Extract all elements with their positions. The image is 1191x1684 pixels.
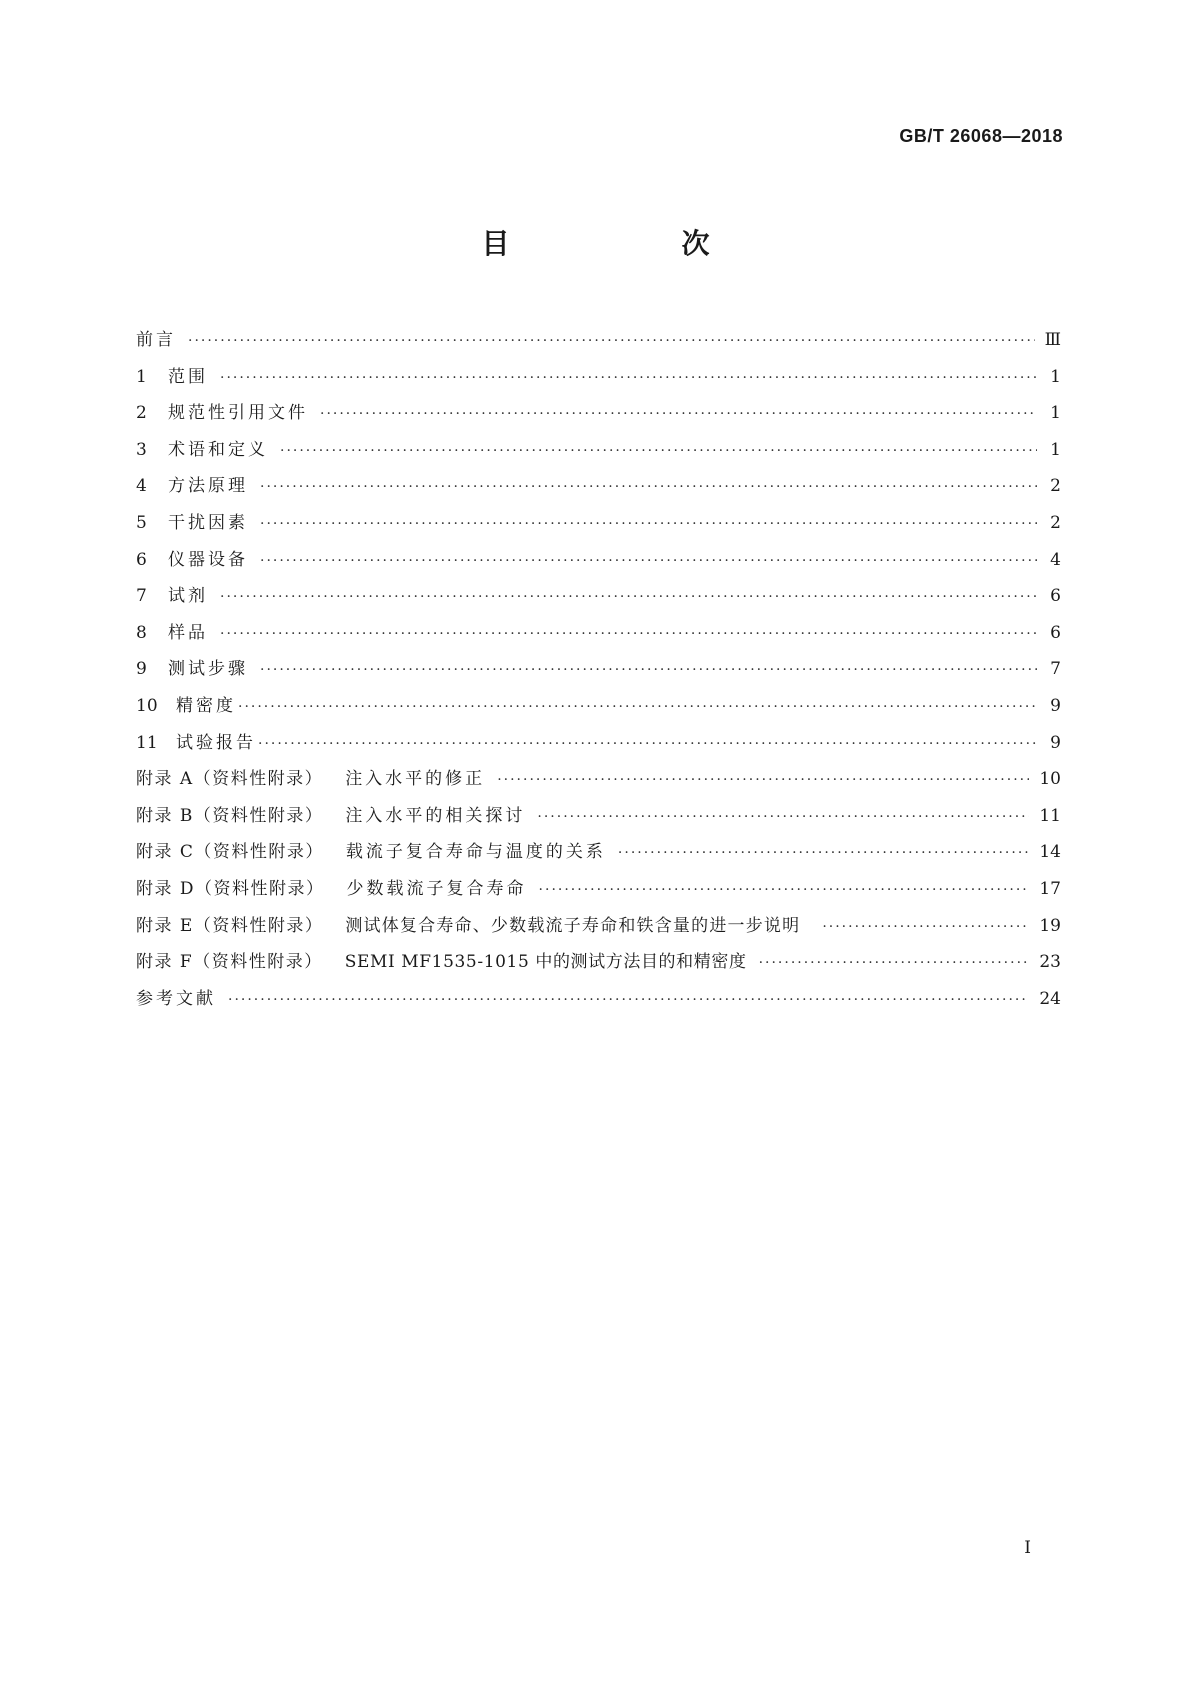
toc-entry-label: 载流子复合寿命与温度的关系 bbox=[345, 842, 606, 863]
dot-leader bbox=[220, 360, 1037, 397]
toc-entry-label: 注入水平的修正 bbox=[345, 769, 486, 790]
toc-entry-number: 1 bbox=[136, 366, 147, 387]
toc-entry-number: 6 bbox=[136, 549, 147, 570]
toc-entry-page: 19 bbox=[1039, 915, 1061, 936]
toc-entry-appendix-c[interactable] bbox=[136, 834, 1061, 871]
toc-entry-page: 10 bbox=[1039, 769, 1061, 790]
appendix-prefix: 附录 A（资料性附录） bbox=[136, 769, 324, 790]
toc-entry-page: 6 bbox=[1050, 586, 1061, 607]
dot-leader bbox=[320, 396, 1037, 433]
toc-entry-label: 测试体复合寿命、少数载流子寿命和铁含量的进一步说明 bbox=[345, 915, 801, 936]
appendix-prefix: 附录 E（资料性附录） bbox=[136, 915, 324, 936]
toc-entry-number: 8 bbox=[136, 622, 147, 643]
toc-entry-label: 测试步骤 bbox=[168, 659, 248, 680]
dot-leader bbox=[260, 469, 1037, 506]
toc-entry-label: 样品 bbox=[168, 622, 208, 643]
appendix-prefix: 附录 D（资料性附录） bbox=[136, 878, 325, 899]
toc-entry-label: 仪器设备 bbox=[168, 549, 248, 570]
toc-entry-2[interactable] bbox=[136, 395, 1061, 432]
dot-leader bbox=[260, 543, 1037, 580]
toc-entry-page: 1 bbox=[1050, 439, 1061, 460]
dot-leader bbox=[220, 616, 1037, 653]
toc-entry-page: 9 bbox=[1050, 732, 1061, 753]
toc-entry-page: 9 bbox=[1050, 695, 1061, 716]
dot-leader bbox=[280, 433, 1037, 470]
dot-leader bbox=[822, 909, 1029, 946]
toc-entry-number: 2 bbox=[136, 403, 147, 424]
toc-entry-label: 参考文献 bbox=[136, 988, 216, 1009]
appendix-prefix: 附录 F（资料性附录） bbox=[136, 952, 323, 973]
page-title: 目 次 bbox=[481, 227, 782, 260]
toc-entry-number: 7 bbox=[136, 586, 147, 607]
toc-entry-label: 范围 bbox=[168, 366, 208, 387]
appendix-prefix: 附录 C（资料性附录） bbox=[136, 842, 324, 863]
page-number: I bbox=[1024, 1538, 1031, 1558]
toc-entry-9[interactable] bbox=[136, 651, 1061, 688]
toc-entry-label: 干扰因素 bbox=[168, 512, 248, 533]
toc-entry-foreword[interactable] bbox=[136, 322, 1061, 359]
toc-entry-appendix-d[interactable] bbox=[136, 871, 1061, 908]
toc-entry-label: 规范性引用文件 bbox=[168, 403, 308, 424]
toc-entry-page: 6 bbox=[1050, 622, 1061, 643]
toc-entry-4[interactable] bbox=[136, 468, 1061, 505]
dot-leader bbox=[497, 762, 1029, 799]
toc-entry-label: 试验报告 bbox=[176, 732, 256, 753]
toc-entry-page: 11 bbox=[1039, 805, 1061, 826]
toc-entry-page: 14 bbox=[1039, 842, 1061, 863]
toc-entry-label: 试剂 bbox=[168, 586, 208, 607]
toc-entry-5[interactable] bbox=[136, 505, 1061, 542]
standard-code: GB/T 26068—2018 bbox=[899, 126, 1063, 146]
dot-leader bbox=[537, 799, 1029, 836]
dot-leader bbox=[188, 323, 1035, 360]
toc-entry-page: 7 bbox=[1050, 659, 1061, 680]
dot-leader bbox=[238, 689, 1037, 726]
toc-entry-label: 方法原理 bbox=[168, 476, 248, 497]
toc-entry-page: 2 bbox=[1050, 476, 1061, 497]
dot-leader bbox=[258, 726, 1037, 763]
toc-entry-7[interactable] bbox=[136, 578, 1061, 615]
toc-entry-references[interactable] bbox=[136, 981, 1061, 1018]
toc-entry-number: 9 bbox=[136, 659, 147, 680]
toc-entry-label: 少数载流子复合寿命 bbox=[346, 878, 527, 899]
toc-entry-number: 5 bbox=[136, 512, 147, 533]
toc-entry-label: SEMI MF1535-1015 中的测试方法目的和精密度 bbox=[344, 952, 747, 973]
table-of-contents bbox=[136, 322, 1061, 1017]
toc-entry-number: 10 bbox=[136, 695, 158, 716]
toc-entry-page: 24 bbox=[1039, 988, 1061, 1009]
dot-leader bbox=[260, 652, 1037, 689]
toc-entry-appendix-b[interactable] bbox=[136, 798, 1061, 835]
toc-entry-page: 1 bbox=[1050, 366, 1061, 387]
toc-entry-label: 精密度 bbox=[176, 695, 236, 716]
appendix-prefix: 附录 B（资料性附录） bbox=[136, 805, 324, 826]
toc-entry-number: 3 bbox=[136, 439, 147, 460]
dot-leader bbox=[220, 579, 1037, 616]
toc-entry-page: 17 bbox=[1039, 878, 1061, 899]
toc-entry-10[interactable] bbox=[136, 688, 1061, 725]
toc-entry-label: 注入水平的相关探讨 bbox=[345, 805, 526, 826]
toc-entry-6[interactable] bbox=[136, 542, 1061, 579]
toc-entry-number: 11 bbox=[136, 732, 158, 753]
toc-entry-page: 23 bbox=[1039, 952, 1061, 973]
toc-entry-appendix-f[interactable] bbox=[136, 944, 1061, 981]
toc-entry-appendix-e[interactable] bbox=[136, 908, 1061, 945]
toc-entry-page: 1 bbox=[1050, 403, 1061, 424]
toc-entry-appendix-a[interactable] bbox=[136, 761, 1061, 798]
dot-leader bbox=[260, 506, 1037, 543]
toc-entry-number: 4 bbox=[136, 476, 147, 497]
toc-entry-11[interactable] bbox=[136, 725, 1061, 762]
dot-leader bbox=[759, 945, 1030, 982]
dot-leader bbox=[539, 872, 1030, 909]
toc-entry-page: 4 bbox=[1050, 549, 1061, 570]
dot-leader bbox=[228, 982, 1029, 1019]
toc-entry-page: 2 bbox=[1050, 512, 1061, 533]
toc-entry-label: 前言 bbox=[136, 330, 176, 350]
dot-leader bbox=[618, 835, 1029, 872]
toc-entry-3[interactable] bbox=[136, 432, 1061, 469]
toc-entry-page: Ⅲ bbox=[1044, 330, 1061, 350]
toc-entry-1[interactable] bbox=[136, 359, 1061, 396]
toc-entry-label: 术语和定义 bbox=[168, 439, 268, 460]
toc-entry-8[interactable] bbox=[136, 615, 1061, 652]
